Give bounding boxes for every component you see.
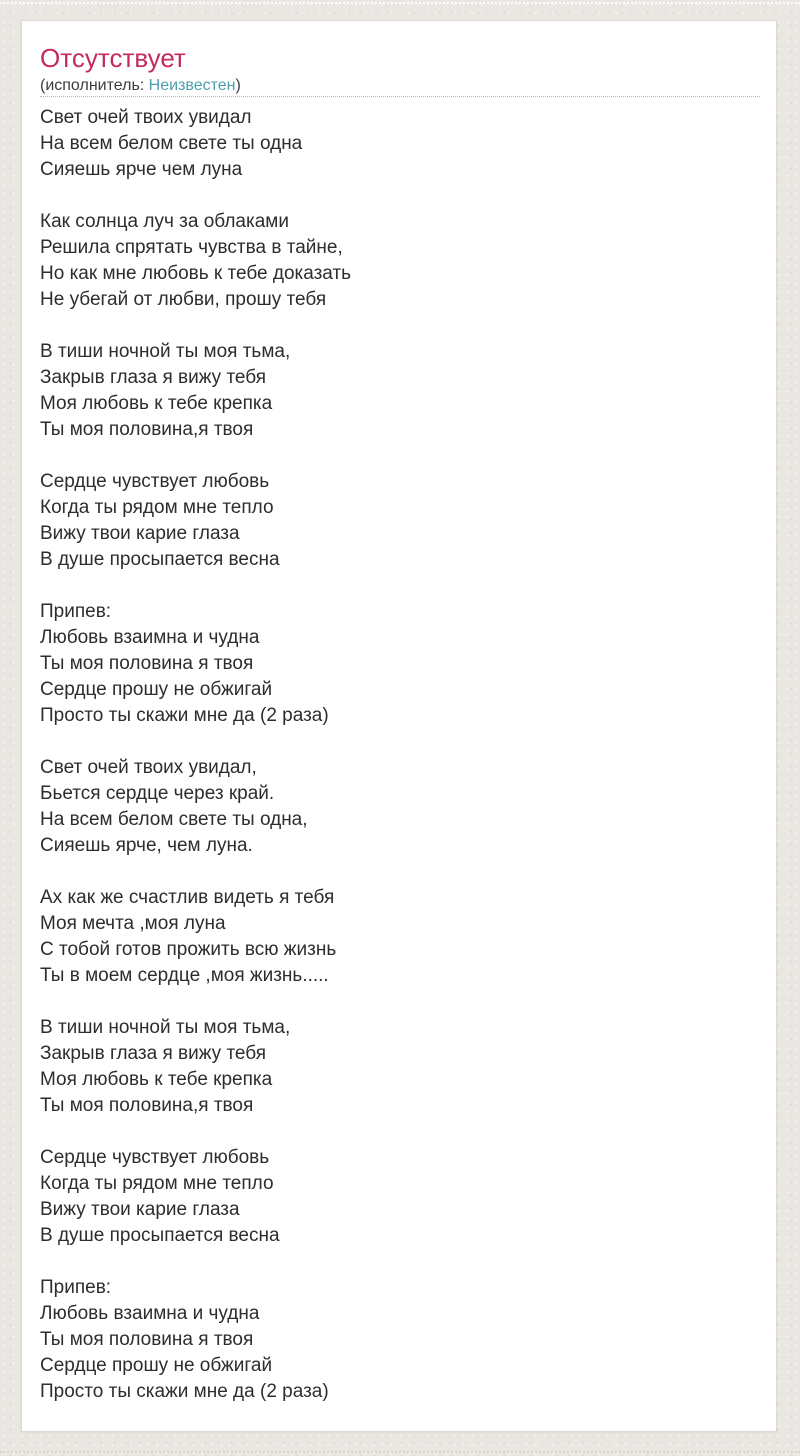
stanza	[40, 469, 760, 573]
stanza	[40, 1145, 760, 1249]
song-header	[40, 43, 760, 97]
lyric-line: Ты моя половина я твоя	[40, 1329, 254, 1350]
bottom-dotted-divider	[0, 1451, 800, 1453]
lyric-line: В душе просыпается весна	[40, 549, 280, 570]
stanza	[40, 105, 760, 183]
lyric-line: Припев:	[40, 1277, 112, 1298]
lyric-line: Закрыв глаза я вижу тебя	[40, 367, 267, 388]
lyric-line: Сияешь ярче чем луна	[40, 159, 243, 180]
lyric-line: Вижу твои карие глаза	[40, 1199, 240, 1220]
lyric-line: Припев:	[40, 601, 112, 622]
lyrics-card	[21, 20, 777, 1432]
lyric-line: Бьется сердце через край.	[40, 783, 275, 804]
lyric-line: В тиши ночной ты моя тьма,	[40, 1017, 291, 1038]
lyric-line: Свет очей твоих увидал,	[40, 757, 257, 778]
lyric-line: С тобой готов прожить всю жизнь	[40, 939, 337, 960]
lyrics	[40, 97, 760, 1405]
artist-line	[40, 76, 760, 96]
lyric-line: Сердце прошу не обжигай	[40, 1355, 273, 1376]
lyric-line: Свет очей твоих увидал	[40, 107, 252, 128]
lyric-line: Любовь взаимна и чудна	[40, 627, 260, 648]
lyric-line: Просто ты скажи мне да (2 раза)	[40, 705, 329, 726]
lyric-line: На всем белом свете ты одна,	[40, 809, 308, 830]
lyric-line: Ты моя половина,я твоя	[40, 419, 254, 440]
lyric-line: Сердце чувствует любовь	[40, 471, 270, 492]
lyric-line: Когда ты рядом мне тепло	[40, 497, 274, 518]
lyric-line: Моя любовь к тебе крепка	[40, 393, 273, 414]
stanza	[40, 885, 760, 989]
lyric-line: Как солнца луч за облаками	[40, 211, 289, 232]
stanza	[40, 755, 760, 859]
stanza	[40, 1015, 760, 1119]
top-dotted-divider	[0, 2, 800, 4]
stanza	[40, 1275, 760, 1405]
lyric-line: Но как мне любовь к тебе доказать	[40, 263, 352, 284]
lyric-line: На всем белом свете ты одна	[40, 133, 303, 154]
lyric-line: Сердце чувствует любовь	[40, 1147, 270, 1168]
stanza	[40, 599, 760, 729]
lyric-line: В душе просыпается весна	[40, 1225, 280, 1246]
song-title: Отсутствует	[40, 43, 186, 73]
lyric-line: Закрыв глаза я вижу тебя	[40, 1043, 267, 1064]
artist-link[interactable]: Неизвестен	[148, 77, 236, 94]
lyric-line: В тиши ночной ты моя тьма,	[40, 341, 291, 362]
lyric-line: Сияешь ярче, чем луна.	[40, 835, 253, 856]
lyric-line: Ах как же счастлив видеть я тебя	[40, 887, 335, 908]
lyric-line: Просто ты скажи мне да (2 раза)	[40, 1381, 329, 1402]
artist-label: (исполнитель:	[40, 77, 149, 94]
lyric-line: Моя мечта ,моя луна	[40, 913, 226, 934]
lyric-line: Моя любовь к тебе крепка	[40, 1069, 273, 1090]
lyric-line: Сердце прошу не обжигай	[40, 679, 273, 700]
lyric-line: Ты моя половина я твоя	[40, 653, 254, 674]
lyric-line: Когда ты рядом мне тепло	[40, 1173, 274, 1194]
lyric-line: Ты в моем сердце ,моя жизнь.....	[40, 965, 329, 986]
lyric-line: Любовь взаимна и чудна	[40, 1303, 260, 1324]
stanza	[40, 209, 760, 313]
lyric-line: Не убегай от любви, прошу тебя	[40, 289, 327, 310]
lyric-line: Решила спрятать чувства в тайне,	[40, 237, 343, 258]
stanza	[40, 339, 760, 443]
lyric-line: Вижу твои карие глаза	[40, 523, 240, 544]
artist-label-close: )	[235, 77, 241, 94]
lyric-line: Ты моя половина,я твоя	[40, 1095, 254, 1116]
